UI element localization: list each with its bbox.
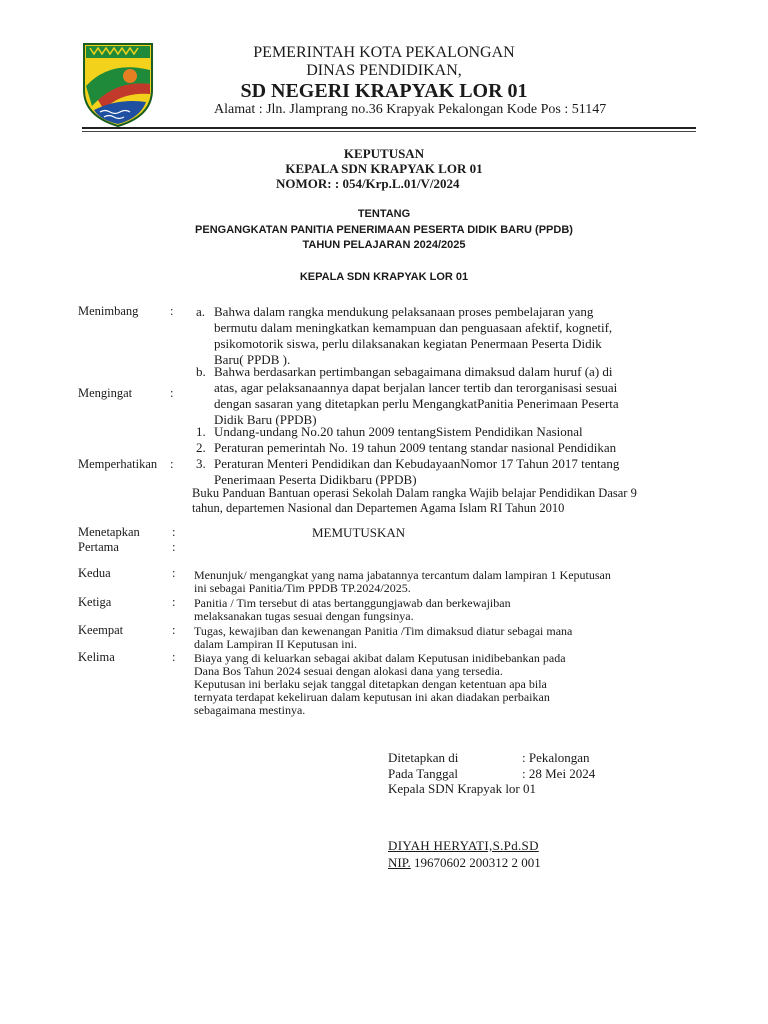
mengingat-1-marker: 1. <box>196 424 206 439</box>
signatory-name: DIYAH HERYATI,S.Pd.SD <box>388 838 539 853</box>
label-kelima: Kelima <box>78 650 115 664</box>
colon: : <box>172 525 176 539</box>
text-line: tahun, departemen Nasional dan Departemen Agama Islam RI Tahun 2010 <box>192 501 565 515</box>
nip-value: 19670602 200312 2 001 <box>410 855 541 870</box>
label-ketiga: Ketiga <box>78 595 112 609</box>
school-name: SD NEGERI KRAPYAK LOR 01 <box>240 80 528 102</box>
text-line: Panitia / Tim tersebut di atas bertanggungjawab dan berkewajiban <box>194 596 511 610</box>
nomor-label: NOMOR: <box>276 176 332 191</box>
issuer-title: KEPALA SDN KRAPYAK LOR 01 <box>285 161 483 176</box>
label-pertama: Pertama <box>78 540 119 554</box>
text-line: Buku Panduan Bantuan operasi Sekolah Dalam rangka Wajib belajar Pendidikan Dasar 9 <box>192 486 637 500</box>
colon: : <box>170 386 174 400</box>
text-line: Menunjuk/ mengangkat yang nama jabatannya tercantum dalam lampiran 1 Keputusan <box>194 568 611 582</box>
text-line: Tugas, kewajiban dan kewenangan Panitia /Tim dimaksud diatur sebagai mana <box>194 624 573 638</box>
colon: : <box>170 457 174 471</box>
colon: : <box>170 304 174 318</box>
tentang-heading: TENTANG <box>357 208 411 220</box>
menimbang-a-marker: a. <box>196 304 206 319</box>
government-name: PEMERINTAH KOTA PEKALONGAN <box>253 44 515 61</box>
ketiga-text <box>194 597 511 623</box>
letterhead <box>0 0 768 135</box>
colon: : <box>172 595 176 609</box>
academic-year: TAHUN PELAJARAN 2024/2025 <box>302 239 466 251</box>
colon: : <box>172 566 176 580</box>
memutuskan-heading: MEMUTUSKAN <box>312 525 406 540</box>
label-mengingat: Mengingat <box>78 386 133 400</box>
colon: : <box>172 540 176 554</box>
nomor-value: : 054/Krp.L.01/V/2024 <box>331 176 460 191</box>
department-name: DINAS PENDIDIKAN, <box>306 62 462 79</box>
mengingat-1: Undang-undang No.20 tahun 2009 tentangSistem Pendidikan Nasional <box>214 424 583 439</box>
text-line: Bahwa dalam rangka mendukung pelaksanaan proses pembelajaran yang <box>214 304 594 319</box>
ditetapkan-label: Ditetapkan di <box>388 750 459 765</box>
ditetapkan-value: : Pekalongan <box>522 750 590 765</box>
signatory-position: Kepala SDN Krapyak lor 01 <box>388 781 537 796</box>
issuer-heading: KEPALA SDN KRAPYAK LOR 01 <box>299 271 469 283</box>
text-line: Bahwa berdasarkan pertimbangan sebagaimana dimaksud dalam huruf (a) di <box>214 364 613 379</box>
memperhatikan-text <box>192 486 637 516</box>
text-line: ternyata terdapat kekeliruan dalam keputusan ini akan diadakan perbaikan <box>194 690 550 704</box>
colon: : <box>172 650 176 664</box>
menimbang-b <box>214 364 694 428</box>
text-line: Keputusan ini berlaku sejak tanggal ditetapkan dengan ketentuan apa bila <box>194 677 547 691</box>
menimbang-a <box>214 304 694 368</box>
text-line: Dana Bos Tahun 2024 sesuai dengan alokasi dana yang tersedia. <box>194 664 503 678</box>
label-menetapkan: Menetapkan <box>78 525 140 539</box>
decree-number <box>276 176 459 192</box>
text-line: ini sebagai Panitia/Tim PPDB TP.2024/2025. <box>194 581 411 595</box>
kelima-text <box>194 652 566 717</box>
nip-label: NIP. <box>388 855 411 870</box>
text-line: melaksanakan tugas sesuai dengan fungsinya. <box>194 609 414 623</box>
mengingat-3-marker: 3. <box>196 456 206 471</box>
text-line: dalam Lampiran II Keputusan ini. <box>194 637 357 651</box>
doc-type: KEPUTUSAN <box>343 146 425 161</box>
text-line: dengan sasaran yang ditetapkan perlu MengangkatPanitia Penerimaan Peserta <box>214 396 619 411</box>
mengingat-2: Peraturan pemerintah No. 19 tahun 2009 tentang standar nasional Pendidikan <box>214 440 617 455</box>
tanggal-value: : 28 Mei 2024 <box>522 766 596 781</box>
school-address: Alamat : Jln. Jlamprang no.36 Krapyak Pekalongan Kode Pos : 51147 <box>214 102 607 117</box>
label-menimbang: Menimbang <box>78 304 139 318</box>
text-line: bermutu dalam meningkatkan kemampuan dan penguasaan afektif, kognetif, <box>214 320 613 335</box>
kedua-text <box>194 569 611 595</box>
text-line: psikomotorik siswa, perlu dilaksanakan kegiatan Penermaan Peserta Didik <box>214 336 602 351</box>
menimbang-b-marker: b. <box>196 364 206 379</box>
mengingat-3: Peraturan Menteri Pendidikan dan KebudayaanNomor 17 Tahun 2017 tentang <box>214 456 620 471</box>
text-line: Didik Baru (PPDB) <box>214 412 317 427</box>
mengingat-2-marker: 2. <box>196 440 206 455</box>
text-line: Biaya yang di keluarkan sebagai akibat dalam Keputusan inidibebankan pada <box>194 651 566 665</box>
decree-subject: PENGANGKATAN PANITIA PENERIMAAN PESERTA DIDIK BARU (PPDB) <box>195 224 573 236</box>
keempat-text <box>194 625 572 651</box>
text-line: sebagaimana mestinya. <box>194 703 306 717</box>
text-line: atas, agar pelaksanaannya dapat berjalan lancer tertib dan terorganisasi sesuai <box>214 380 618 395</box>
signatory-nip <box>388 855 541 871</box>
header-divider <box>82 127 696 129</box>
header-divider-thin <box>82 131 696 132</box>
label-memperhatikan: Memperhatikan <box>78 457 158 471</box>
text-line: Baru( PPDB ). <box>214 352 291 367</box>
mengingat-3-cont: Penerimaan Peserta Didikbaru (PPDB) <box>214 472 417 487</box>
label-kedua: Kedua <box>78 566 111 580</box>
label-keempat: Keempat <box>78 623 124 637</box>
tanggal-label: Pada Tanggal <box>388 766 458 781</box>
colon: : <box>172 623 176 637</box>
